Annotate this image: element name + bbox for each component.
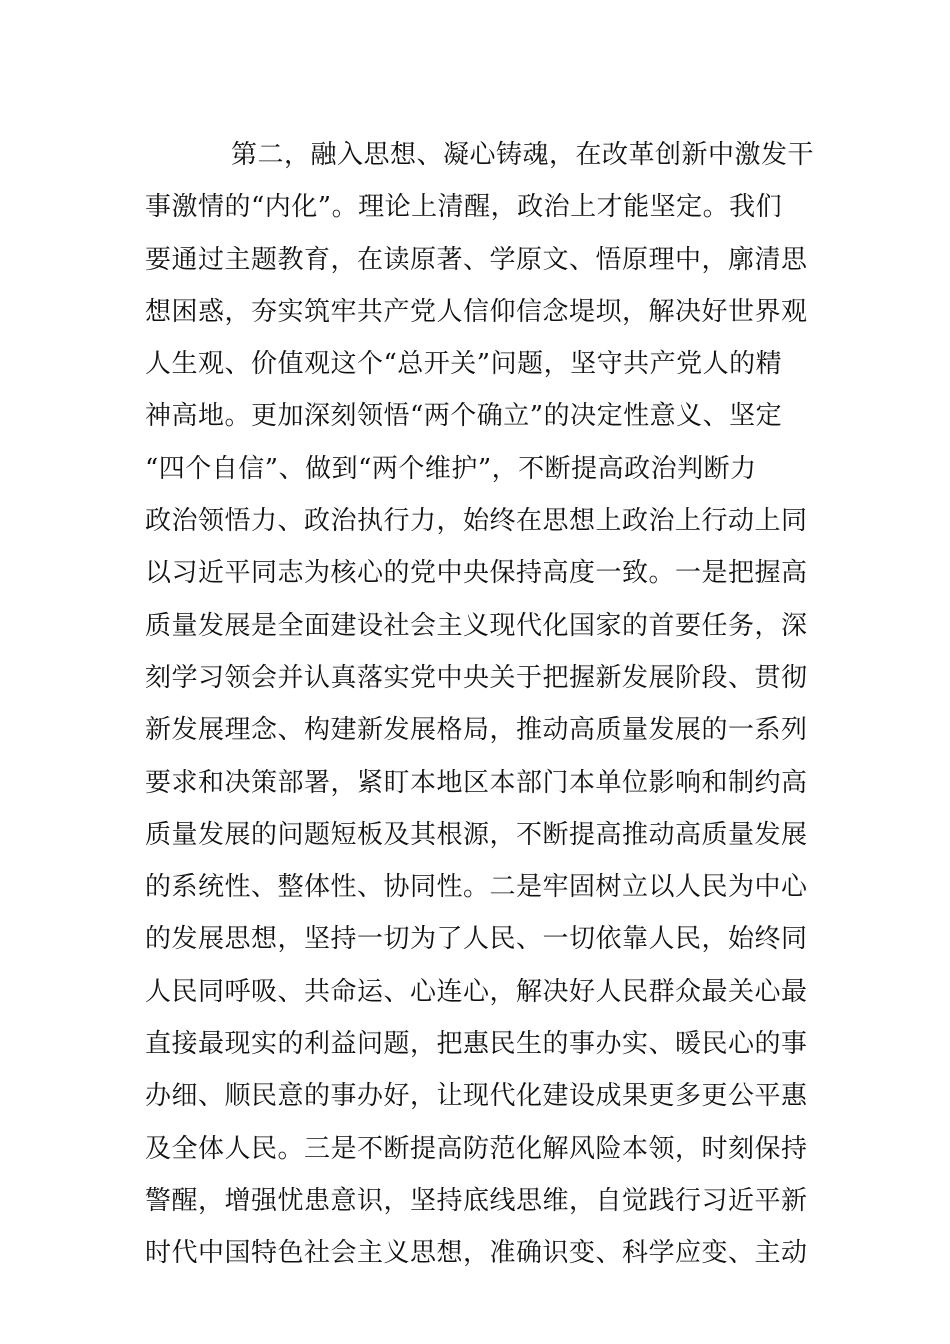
paragraph-line: 警醒，增强忧患意识，坚持底线思维，自觉践行习近平新: [145, 1185, 808, 1216]
paragraph-line: 时代中国特色社会主义思想，准确识变、科学应变、主动: [145, 1238, 808, 1269]
paragraph-line: 要求和决策部署，紧盯本地区本部门本单位影响和制约高: [145, 767, 808, 798]
paragraph-line: 要通过主题教育，在读原著、学原文、悟原理中，廓清思: [145, 244, 808, 275]
paragraph-line: 及全体人民。三是不断提高防范化解风险本领，时刻保持: [145, 1133, 808, 1164]
paragraph-line: 第二，融入思想、凝心铸魂，在改革创新中激发干: [231, 140, 815, 170]
paragraph-line: 人民同呼吸、共命运、心连心，解决好人民群众最关心最: [145, 976, 808, 1007]
paragraph-line: 以习近平同志为核心的党中央保持高度一致。一是把握高: [145, 558, 808, 589]
paragraph-line: 质量发展的问题短板及其根源，不断提高推动高质量发展: [145, 819, 808, 850]
paragraph-line: “四个自信”、做到“两个维护”，不断提高政治判断力: [145, 453, 757, 484]
paragraph-line: 刻学习领会并认真落实党中央关于把握新发展阶段、贯彻: [145, 662, 808, 693]
paragraph-line: 办细、顺民意的事办好，让现代化建设成果更多更公平惠: [145, 1081, 808, 1112]
paragraph-line: 人生观、价值观这个“总开关”问题，坚守共产党人的精: [145, 349, 783, 380]
paragraph-line: 直接最现实的利益问题，把惠民生的事办实、暖民心的事: [145, 1029, 808, 1060]
paragraph-line: 的系统性、整体性、协同性。二是牢固树立以人民为中心: [145, 872, 808, 903]
paragraph-line: 的发展思想，坚持一切为了人民、一切依靠人民，始终同: [145, 924, 808, 955]
paragraph-line: 质量发展是全面建设社会主义现代化国家的首要任务，深: [145, 610, 808, 641]
body-paragraph: [145, 129, 815, 1280]
paragraph-line: 事激情的“内化”。理论上清醒，政治上才能坚定。我们: [145, 192, 783, 223]
paragraph-line: 政治领悟力、政治执行力，始终在思想上政治上行动上同: [145, 506, 808, 537]
paragraph-line: 神高地。更加深刻领悟“两个确立”的决定性意义、坚定: [145, 401, 783, 432]
paragraph-line: 新发展理念、构建新发展格局，推动高质量发展的一系列: [145, 715, 808, 746]
paragraph-line: 想困惑，夯实筑牢共产党人信仰信念堤坝，解决好世界观: [145, 296, 808, 327]
